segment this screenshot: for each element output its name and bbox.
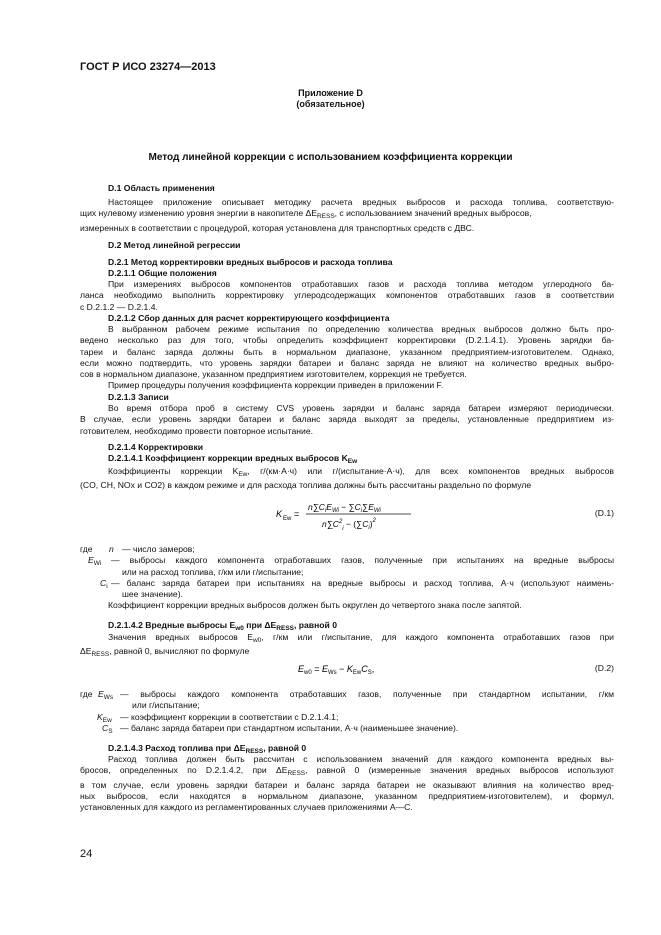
formula-numerator: $n\sum C_iE_{Wi} - \sum C_i\sum E_{Wi}$ <box>308 502 381 514</box>
section-d211-text <box>80 279 614 313</box>
definition-note: Коэффициент коррекции вредных выбросов должен быть округлен до четвертого знака после запятой. <box>108 600 522 611</box>
definitions-d1 <box>80 544 614 612</box>
section-d213-text <box>80 403 614 437</box>
section-heading-d214: D.2.1.4 Корректировки <box>108 442 204 452</box>
section-heading-d213: D.2.1.3 Записи <box>108 392 169 402</box>
section-heading-d21: D.2.1 Метод корректировки вредных выбросов и расхода топлива <box>108 257 393 267</box>
text-line: в том случае, если уровень зарядки батареи и баланс заряда батареи не оказывают влияния на количество вред- <box>80 779 614 790</box>
text-line: измеренных в соответствии с процедурой, которая установлена для транспортных средств с ДВС. <box>80 222 475 233</box>
text-line: щих нулевому изменению уровня энергии в накопителе $\Delta E_{RESS}$, с использованием значений вредных выбросов, <box>80 208 532 221</box>
text-line: ведено несколько раз для того, чтобы определить коэффициент корректировки (D.2.1.4.1). Уровень зарядки ба- <box>80 335 614 346</box>
text-line: В выбранном рабочем режиме испытания по определению количества вредных выбросов должно быть про- <box>108 324 614 334</box>
text-line: Значения вредных выбросов $E_{w0}$, г/км или г/испытание, для каждого компонента отработавших газов при <box>108 632 614 644</box>
definition-row: $C_i$ — баланс заряда батареи при испытаниях на вредные выбросы и расход топлива, А·ч (используют наимень- <box>100 577 614 590</box>
section-d212-text <box>80 324 614 392</box>
definition-row: или на расход топлива, г/км или г/испытание; <box>122 566 304 577</box>
text-line: с D.2.1.2 — D.2.1.4. <box>80 301 158 312</box>
section-d2143-text <box>80 754 614 813</box>
text-line: Пример процедуры получения коэффициента коррекции приведен в приложении F. <box>108 380 444 391</box>
formula-d2 <box>296 660 406 678</box>
section-heading-d211: D.2.1.1 Общие положения <box>108 268 217 278</box>
text-line: Настоящее приложение описывает методику расчета вредных выбросов и расхода топлива, соответствую- <box>108 197 614 207</box>
definition-row: $K_{Ew}$ — коэффициент коррекции в соответствии с D.2.1.4.1; <box>97 711 339 724</box>
formula-lhs-sub: Ew <box>283 516 292 522</box>
section-heading-d2142: D.2.1.4.2 Вредные выбросы $E_{w0}$ при $\Delta E_{RESS}$, равной 0 <box>108 620 337 632</box>
appendix-title: Приложение D <box>298 88 363 98</box>
section-heading-d2141: D.2.1.4.1 Коэффициент коррекции вредных выбросов $K_{Ew}$ <box>108 453 358 465</box>
text-line: сов в нормальном диапазоне, указанном предприятием изготовителем, коррекция не требуется. <box>80 369 467 380</box>
definition-row: где n — число замеров; <box>80 544 195 554</box>
definition-row: или г/испытание; <box>132 700 200 711</box>
page-number: 24 <box>80 848 93 860</box>
equation-number-d1: (D.1) <box>594 508 614 518</box>
definition-row: $E_{Wi}$ — выбросы каждого компонента отработавших газов, полученные при испытаниях на вредные выбросы <box>88 555 614 568</box>
section-d2141-text <box>80 466 614 492</box>
definition-row: шее значение). <box>122 589 183 600</box>
text-line: ланса необходимо выполнить корректировку углеродсодержащих компонентов отработавших газов в соответствии <box>80 290 614 301</box>
section-heading-d2143: D.2.1.4.3 Расход топлива при $\Delta E_{RESS}$, равной 0 <box>108 743 307 755</box>
equation-number-d2: (D.2) <box>594 663 614 673</box>
formula-denominator: $n\sum C^2_i - (\sum C_i)^2$ <box>322 518 376 532</box>
section-d2142-text <box>80 632 614 661</box>
text-line: если можно подтвердить, что уровень зарядки батареи и баланс заряда не влияют на количество вредных выбро- <box>80 357 614 368</box>
text-line: Во время отбора проб в систему CVS уровень зарядки и баланс заряда батареи измеряют периодически. <box>108 403 614 413</box>
text-line: Расход топлива должен быть рассчитан с использованием значений для каждого компонента вредных вы- <box>108 754 614 764</box>
definitions-d2 <box>80 689 614 734</box>
section-heading-d1: D.1 Область применения <box>108 183 215 193</box>
text-line: В случае, если уровень зарядки батареи и баланс заряда выходят за пределы, установленные предприятием из- <box>80 414 614 425</box>
formula-equals: = <box>294 509 300 519</box>
section-heading-d2: D.2 Метод линейной регрессии <box>108 240 241 250</box>
text-line: готовителем, необходимо провести повторное испытание. <box>80 425 313 436</box>
formula-d2-expr: $E_{w0} = E_{Ws} - K_{Ew}C_S$, <box>298 664 375 676</box>
definition-row: где $E_{Ws}$ — выбросы каждого компонента отработавших газов, полученные при стандартном испытании, г/км <box>80 689 614 701</box>
text-line: бросов, определенных по D.2.1.4.2, при $\Delta E_{RESS}$, равной 0 (измеренные значения вредных выбросов используют <box>80 765 614 778</box>
text-line: При измерениях выбросов компонентов отработавших газов и расхода топлива методом углеродного ба- <box>108 279 614 289</box>
formula-d1 <box>270 494 430 538</box>
section-d1-text <box>80 197 614 234</box>
text-line: $\Delta E_{RESS}$, равной 0, вычисляют по формуле <box>80 646 250 659</box>
text-line: ных выбросов, если находятся в нормальном диапазоне, указанном предприятием-изготовителем), и формул, <box>80 790 614 801</box>
text-line: установленных для каждого из регламентированных случаев приложениями А—С. <box>80 802 413 813</box>
definition-row: $C_S$ — баланс заряда батареи при стандартном испытании, А·ч (наименьшее значение). <box>102 722 459 735</box>
page-title: Метод линейной коррекции с использованием коэффициента коррекции <box>148 152 513 163</box>
document-code: ГОСТ Р ИСО 23274—2013 <box>80 61 216 73</box>
formula-lhs: K <box>276 509 283 519</box>
section-heading-d212: D.2.1.2 Сбор данных для расчет корректирующего коэффициента <box>108 313 390 323</box>
appendix-status: (обязательное) <box>296 99 365 109</box>
text-line: тареи и баланс заряда должны быть в нормальном диапазоне, указанном предприятием-изготовителем. Однако, <box>80 346 614 357</box>
text-line: (CO, CH, NOx и CO2) в каждом режиме и для расхода топлива должны быть рассчитаны раздельно по формуле <box>80 480 532 491</box>
text-line: Коэффициенты коррекции $K_{Ew}$, г/(км·А·ч) или г/(испытание·А·ч), для всех компонентов вредных выбросов <box>108 466 614 478</box>
